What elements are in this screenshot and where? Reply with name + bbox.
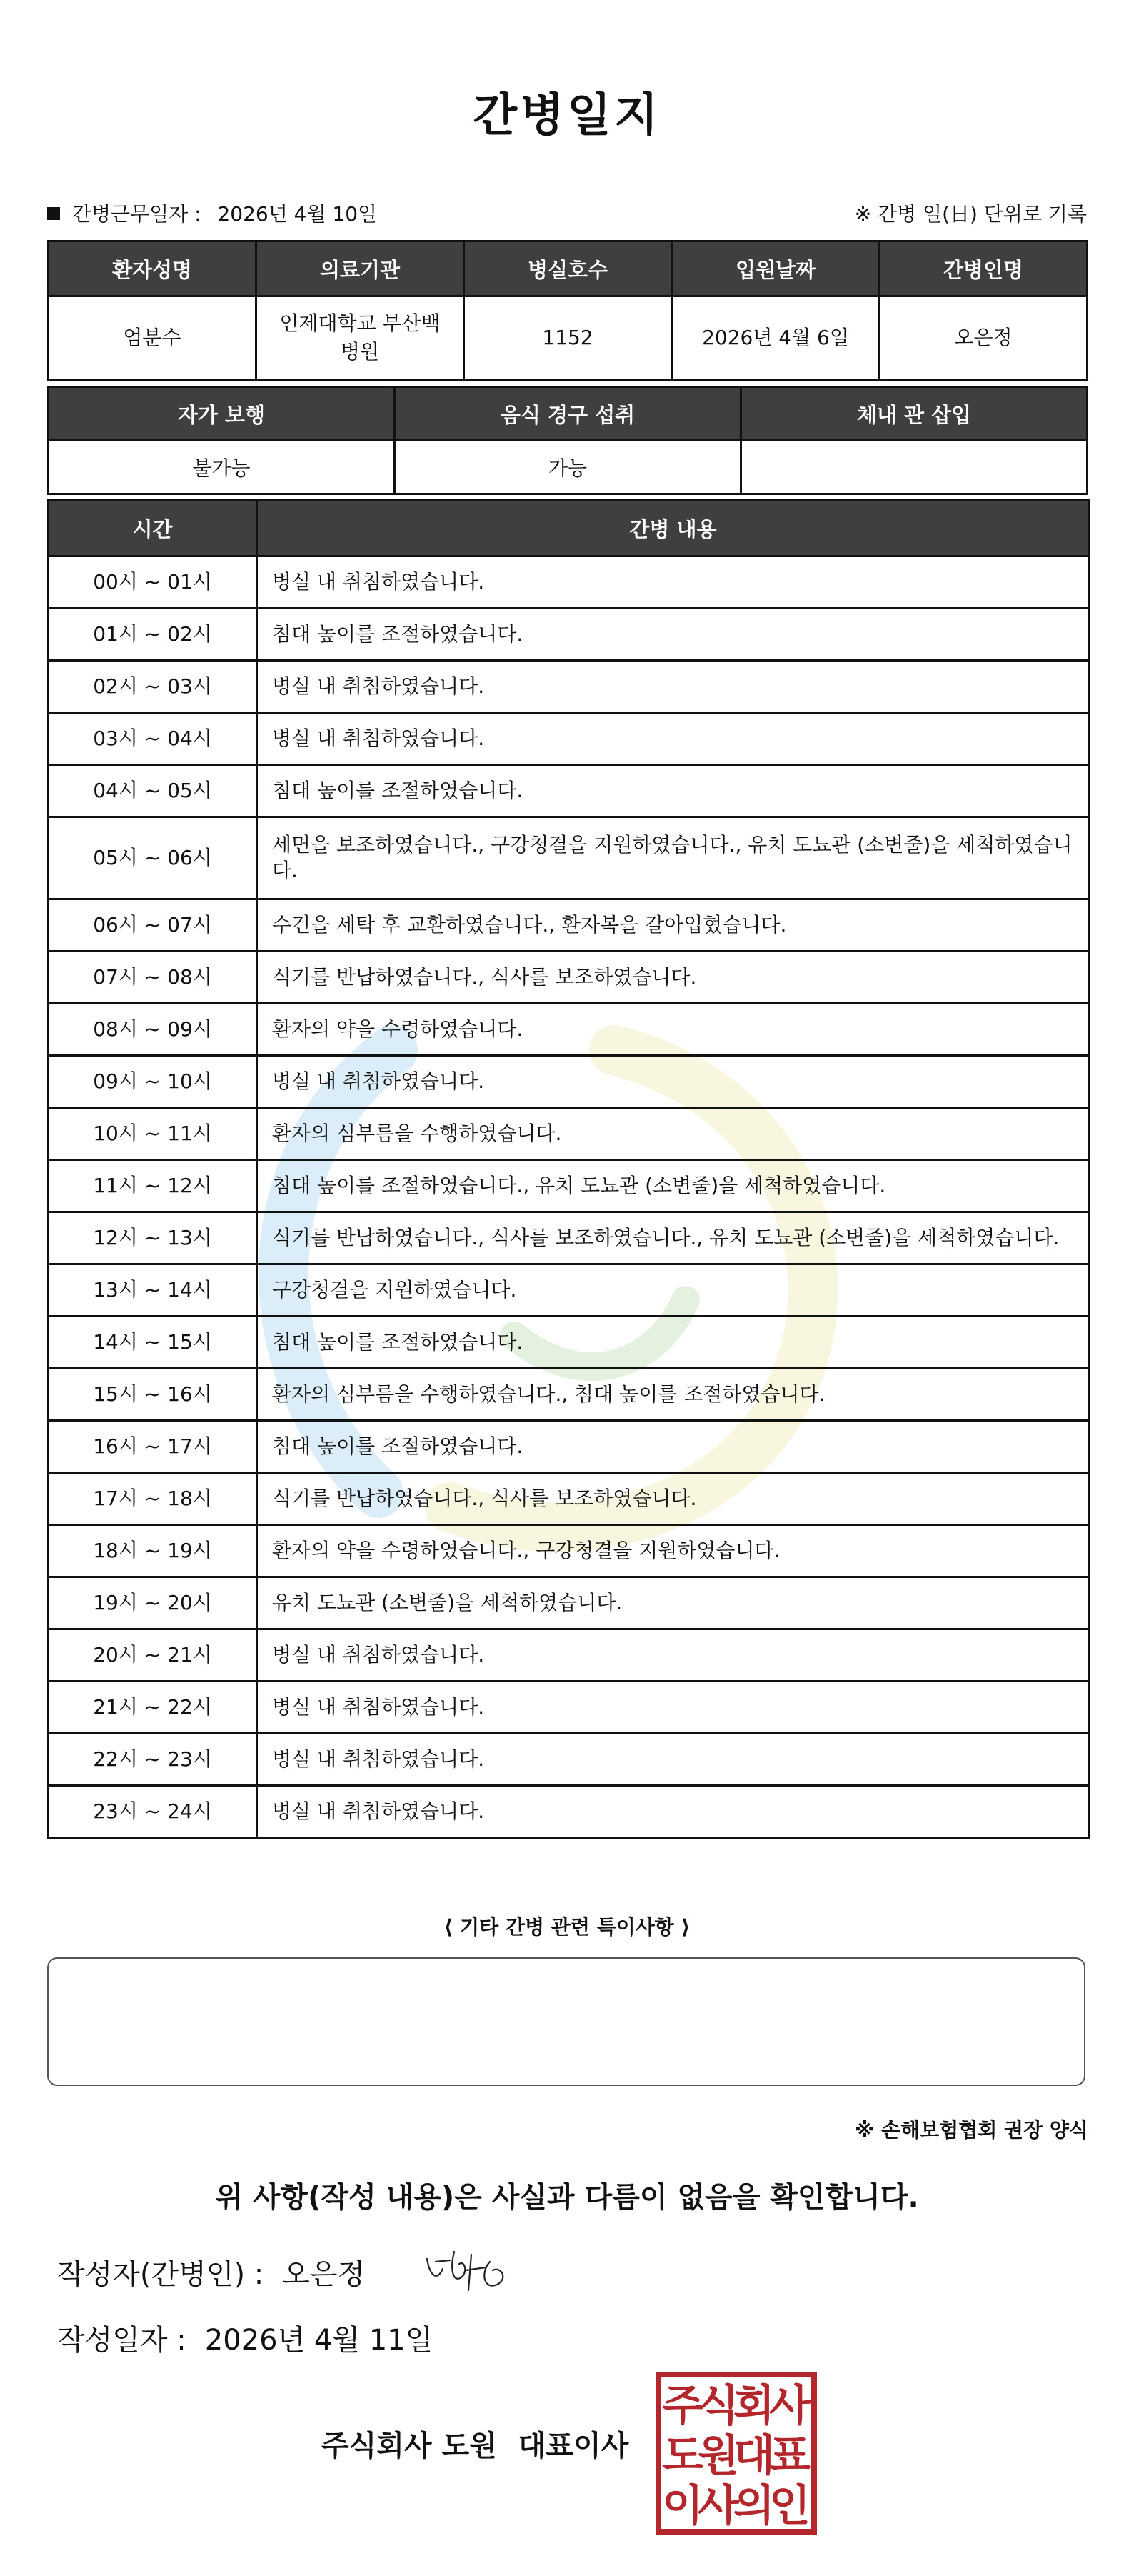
time-cell: 16시 ~ 17시 [49,1421,257,1473]
svg-text:사: 사 [769,2381,811,2431]
writer-name: 오은정 [282,2258,366,2291]
content-cell: 환자의 약을 수령하였습니다. [257,1004,1090,1056]
content-cell: 침대 높이를 조절하였습니다. [257,765,1090,817]
time-cell: 10시 ~ 11시 [49,1108,257,1160]
written-date-line [57,2317,433,2358]
table-row [49,609,1090,661]
table-row [49,765,1090,817]
square-bullet-icon [47,207,60,220]
content-cell: 환자의 심부름을 수행하였습니다. [257,1108,1090,1160]
header-time: 시간 [49,500,257,556]
content-cell: 침대 높이를 조절하였습니다. [257,1421,1090,1473]
table-row [49,556,1090,609]
hospital-name: 인제대학교 부산백병원 [256,296,464,380]
time-cell: 02시 ~ 03시 [49,661,257,713]
tube-insertion-value [741,441,1088,494]
table-row [49,1212,1090,1264]
table-row [49,1108,1090,1160]
table-row [49,1525,1090,1577]
table-row [49,1056,1090,1108]
time-cell: 13시 ~ 14시 [49,1264,257,1317]
content-cell: 침대 높이를 조절하였습니다., 유치 도뇨관 (소변줄)을 세척하였습니다. [257,1160,1090,1212]
work-date [47,199,377,227]
table-row [49,817,1090,899]
content-cell: 식기를 반납하였습니다., 식사를 보조하였습니다., 유치 도뇨관 (소변줄)을 세척하였습니다. [257,1212,1090,1264]
content-cell: 병실 내 취침하였습니다. [257,661,1090,713]
record-unit-note: ※ 간병 일(日) 단위로 기록 [854,202,1087,226]
content-cell: 수건을 세탁 후 교환하였습니다., 환자복을 갈아입혔습니다. [257,899,1090,952]
content-cell: 병실 내 취침하였습니다. [257,713,1090,765]
content-cell: 병실 내 취침하였습니다. [257,1629,1090,1682]
svg-text:표: 표 [769,2431,811,2481]
time-cell: 12시 ~ 13시 [49,1212,257,1264]
time-cell: 17시 ~ 18시 [49,1473,257,1525]
svg-text:대: 대 [733,2431,775,2481]
svg-text:의: 의 [733,2481,775,2531]
content-cell: 구강청결을 지원하였습니다. [257,1264,1090,1317]
content-cell: 식기를 반납하였습니다., 식사를 보조하였습니다. [257,1473,1090,1525]
header-patient-name: 환자성명 [49,241,256,296]
svg-text:회: 회 [733,2381,775,2431]
time-cell: 00시 ~ 01시 [49,556,257,609]
oral-intake-value: 가능 [395,441,741,494]
care-log-table [47,499,1090,1839]
svg-text:주: 주 [662,2381,703,2431]
table-row [49,1786,1090,1838]
written-date-value: 2026년 4월 11일 [204,2324,433,2357]
notes-box [47,1957,1085,2086]
content-cell: 식기를 반납하였습니다., 식사를 보조하였습니다. [257,952,1090,1004]
table-row [49,1160,1090,1212]
table-row [49,1577,1090,1629]
meta-row [47,197,1087,229]
self-walking-value: 불가능 [49,441,395,494]
work-date-label: 간병근무일자 : [71,202,201,226]
admission-date: 2026년 4월 6일 [672,296,880,380]
table-row [49,1629,1090,1682]
svg-text:이: 이 [662,2481,703,2531]
writer-label: 작성자(간병인) : [57,2258,264,2291]
signature-icon [421,2240,521,2297]
table-row [49,1421,1090,1473]
company-line [321,2423,628,2464]
svg-text:식: 식 [698,2381,739,2431]
table-row [49,1369,1090,1421]
table-row [49,1004,1090,1056]
patient-name: 엄분수 [49,296,256,380]
table-row [49,1264,1090,1317]
table-row [49,899,1090,952]
notes-title: ⟨ 기타 간병 관련 특이사항 ⟩ [443,1915,691,1939]
svg-text:인: 인 [769,2481,811,2531]
time-cell: 23시 ~ 24시 [49,1786,257,1838]
writer-line [57,2252,365,2292]
content-cell: 침대 높이를 조절하였습니다. [257,609,1090,661]
time-cell: 01시 ~ 02시 [49,609,257,661]
time-cell: 19시 ~ 20시 [49,1577,257,1629]
header-tube-insertion: 체내 관 삽입 [741,387,1088,441]
page-title: 간병일지 [473,89,661,142]
content-cell: 환자의 심부름을 수행하였습니다., 침대 높이를 조절하였습니다. [257,1369,1090,1421]
work-date-value: 2026년 4월 10일 [217,202,378,226]
company-seal-icon [654,2370,818,2536]
time-cell: 18시 ~ 19시 [49,1525,257,1577]
time-cell: 22시 ~ 23시 [49,1734,257,1786]
table-row [49,1473,1090,1525]
svg-text:사: 사 [698,2481,739,2531]
content-cell: 병실 내 취침하였습니다. [257,1786,1090,1838]
time-cell: 21시 ~ 22시 [49,1682,257,1734]
caregiver-name: 오은정 [880,296,1088,380]
patient-info-table [47,240,1088,381]
room-number: 1152 [464,296,672,380]
svg-text:원: 원 [698,2431,739,2481]
content-cell: 환자의 약을 수령하였습니다., 구강청결을 지원하였습니다. [257,1525,1090,1577]
time-cell: 08시 ~ 09시 [49,1004,257,1056]
time-cell: 15시 ~ 16시 [49,1369,257,1421]
table-row [49,952,1090,1004]
patient-status-table [47,386,1088,495]
time-cell: 11시 ~ 12시 [49,1160,257,1212]
recommended-form-note: ※ 손해보험협회 권장 양식 [855,2118,1088,2142]
header-hospital: 의료기관 [256,241,464,296]
content-cell: 유치 도뇨관 (소변줄)을 세척하였습니다. [257,1577,1090,1629]
header-admission-date: 입원날짜 [672,241,880,296]
time-cell: 04시 ~ 05시 [49,765,257,817]
table-row [49,1317,1090,1369]
time-cell: 09시 ~ 10시 [49,1056,257,1108]
confirmation-statement: 위 사항(작성 내용)은 사실과 다름이 없음을 확인합니다. [215,2181,919,2214]
table-row [49,1682,1090,1734]
table-row [49,661,1090,713]
content-cell: 병실 내 취침하였습니다. [257,1734,1090,1786]
content-cell: 침대 높이를 조절하였습니다. [257,1317,1090,1369]
time-cell: 05시 ~ 06시 [49,817,257,899]
svg-text:도: 도 [662,2431,703,2481]
content-cell: 병실 내 취침하였습니다. [257,556,1090,609]
header-oral-intake: 음식 경구 섭취 [395,387,741,441]
time-cell: 03시 ~ 04시 [49,713,257,765]
table-row [49,1734,1090,1786]
header-self-walking: 자가 보행 [49,387,395,441]
content-cell: 세면을 보조하였습니다., 구강청결을 지원하였습니다., 유치 도뇨관 (소변줄)을 세척하였습니다. [257,817,1090,899]
header-caregiver-name: 간병인명 [880,241,1088,296]
company-name: 주식회사 도원 [321,2430,497,2462]
content-cell: 병실 내 취침하였습니다. [257,1056,1090,1108]
content-cell: 병실 내 취침하였습니다. [257,1682,1090,1734]
header-room-number: 병실호수 [464,241,672,296]
time-cell: 14시 ~ 15시 [49,1317,257,1369]
time-cell: 06시 ~ 07시 [49,899,257,952]
time-cell: 20시 ~ 21시 [49,1629,257,1682]
company-representative: 대표이사 [518,2430,629,2462]
written-date-label: 작성일자 : [57,2324,186,2357]
time-cell: 07시 ~ 08시 [49,952,257,1004]
header-care-content: 간병 내용 [257,500,1090,556]
table-row [49,713,1090,765]
